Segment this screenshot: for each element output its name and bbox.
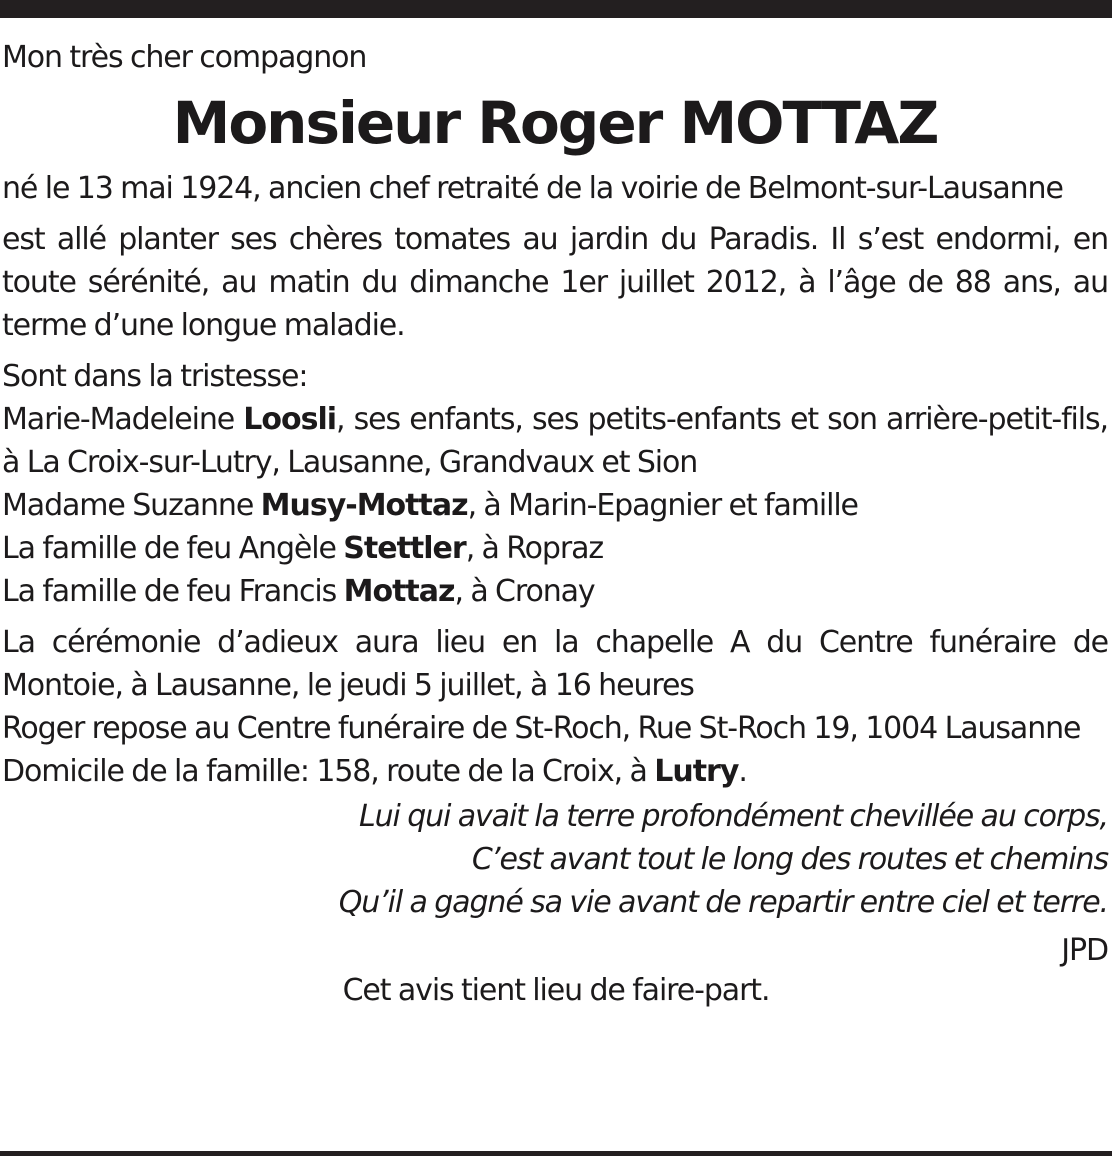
poem-line: Lui qui avait la terre profondément chevillée au corps, — [359, 799, 1108, 834]
mourners-heading: Sont dans la tristesse: — [2, 359, 308, 394]
family-domicile — [2, 750, 1108, 793]
memorial-poem — [2, 795, 1108, 924]
mourner-prefix: La famille de feu Francis — [2, 574, 344, 609]
mourner-line-loosli — [2, 398, 1108, 484]
mourner-prefix: Marie-Madeleine — [2, 402, 244, 437]
domicile-end: . — [738, 754, 747, 789]
mourner-prefix: Madame Suzanne — [2, 488, 261, 523]
top-border-rule — [0, 0, 1112, 18]
mourner-surname: Musy-Mottaz — [260, 488, 468, 523]
mourner-detail: , à Ropraz — [465, 531, 604, 566]
obituary-notice — [2, 36, 1108, 1012]
mourner-line-musy-mottaz — [2, 484, 1108, 527]
mourner-detail: , à Marin-Epagnier et famille — [467, 488, 858, 523]
resting-place: Roger repose au Centre funéraire de St-Roch, Rue St-Roch 19, 1004 Lausanne — [2, 711, 1081, 746]
birth-and-career: né le 13 mai 1924, ancien chef retraité de la voirie de Belmont-sur-Lausanne — [2, 171, 1063, 206]
notice-intro: Mon très cher compagnon — [2, 40, 367, 75]
bottom-border-rule — [0, 1151, 1112, 1156]
mourner-detail: , à Cronay — [454, 574, 595, 609]
mourner-surname: Loosli — [243, 402, 337, 437]
mourner-surname: Mottaz — [343, 574, 455, 609]
deceased-name: Monsieur Roger MOTTAZ — [172, 89, 938, 157]
mourner-detail: , ses enfants, ses petits-enfants et son arrière-petit-fils, à La Croix-sur-Lutry, Lausanne, Grandvaux et Sion — [2, 402, 1108, 480]
poem-signature: JPD — [1061, 933, 1108, 968]
mourner-line-stettler — [2, 527, 1108, 570]
mourner-surname: Stettler — [343, 531, 466, 566]
domicile-town: Lutry — [654, 754, 739, 789]
mourner-prefix: La famille de feu Angèle — [2, 531, 344, 566]
ceremony-details: La cérémonie d’adieux aura lieu en la chapelle A du Centre funéraire de Montoie, à Lausanne, le jeudi 5 juillet, à 16 heures — [2, 625, 1108, 703]
domicile-address: Domicile de la famille: 158, route de la Croix, à — [2, 754, 655, 789]
poem-line: C’est avant tout le long des routes et chemins — [471, 842, 1108, 877]
poem-line: Qu’il a gagné sa vie avant de repartir entre ciel et terre. — [338, 885, 1108, 920]
passing-announcement: est allé planter ses chères tomates au jardin du Paradis. Il s’est endormi, en toute sérénité, au matin du dimanche 1er juillet 2012, à l’âge de 88 ans, au terme d’une longue maladie. — [2, 222, 1108, 343]
faire-part-notice: Cet avis tient lieu de faire-part. — [342, 973, 770, 1008]
mourner-line-mottaz — [2, 570, 1108, 613]
